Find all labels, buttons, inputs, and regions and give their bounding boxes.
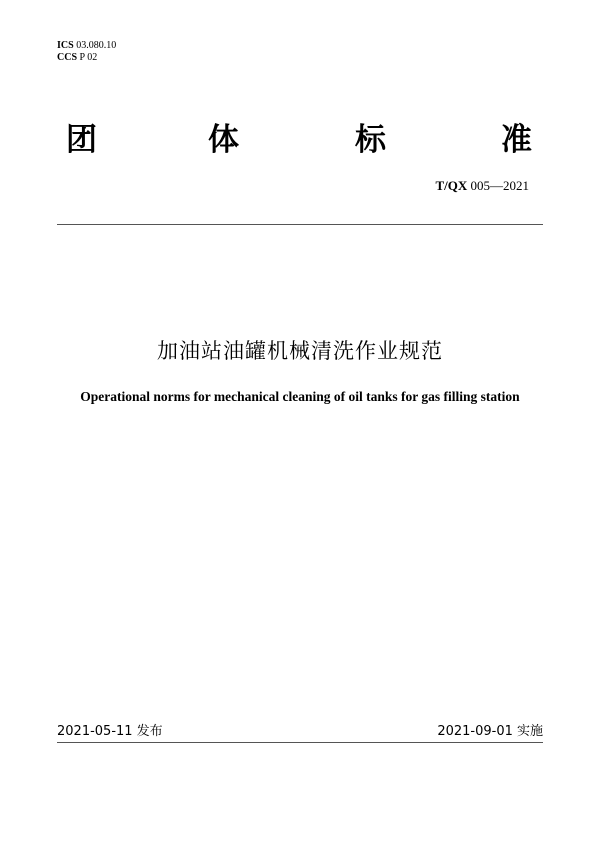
ics-code: 03.080.10 [76, 40, 117, 51]
standard-number [435, 178, 529, 194]
bottom-divider [57, 742, 543, 743]
ccs-label: CCS [57, 52, 78, 63]
standard-number-value: 005—2021 [470, 178, 529, 193]
standard-type-char: 团 [66, 122, 97, 158]
standard-type-char: 准 [501, 122, 532, 158]
top-divider [57, 224, 543, 225]
standard-type-char: 体 [208, 122, 239, 158]
ics-label: ICS [57, 40, 74, 51]
implement-date: 2021-09-01 实施 [437, 724, 543, 739]
standard-code: T/QX [435, 178, 468, 193]
ics-classification [57, 40, 116, 52]
ccs-classification [57, 52, 97, 64]
document-title-chinese: 加油站油罐机械清洗作业规范 [157, 339, 443, 363]
ccs-code: P 02 [79, 52, 98, 63]
document-title-english: Operational norms for mechanical cleaning of oil tanks for gas filling station [80, 389, 520, 404]
standard-type-char: 标 [355, 122, 386, 158]
publish-date: 2021-05-11 发布 [57, 724, 163, 739]
